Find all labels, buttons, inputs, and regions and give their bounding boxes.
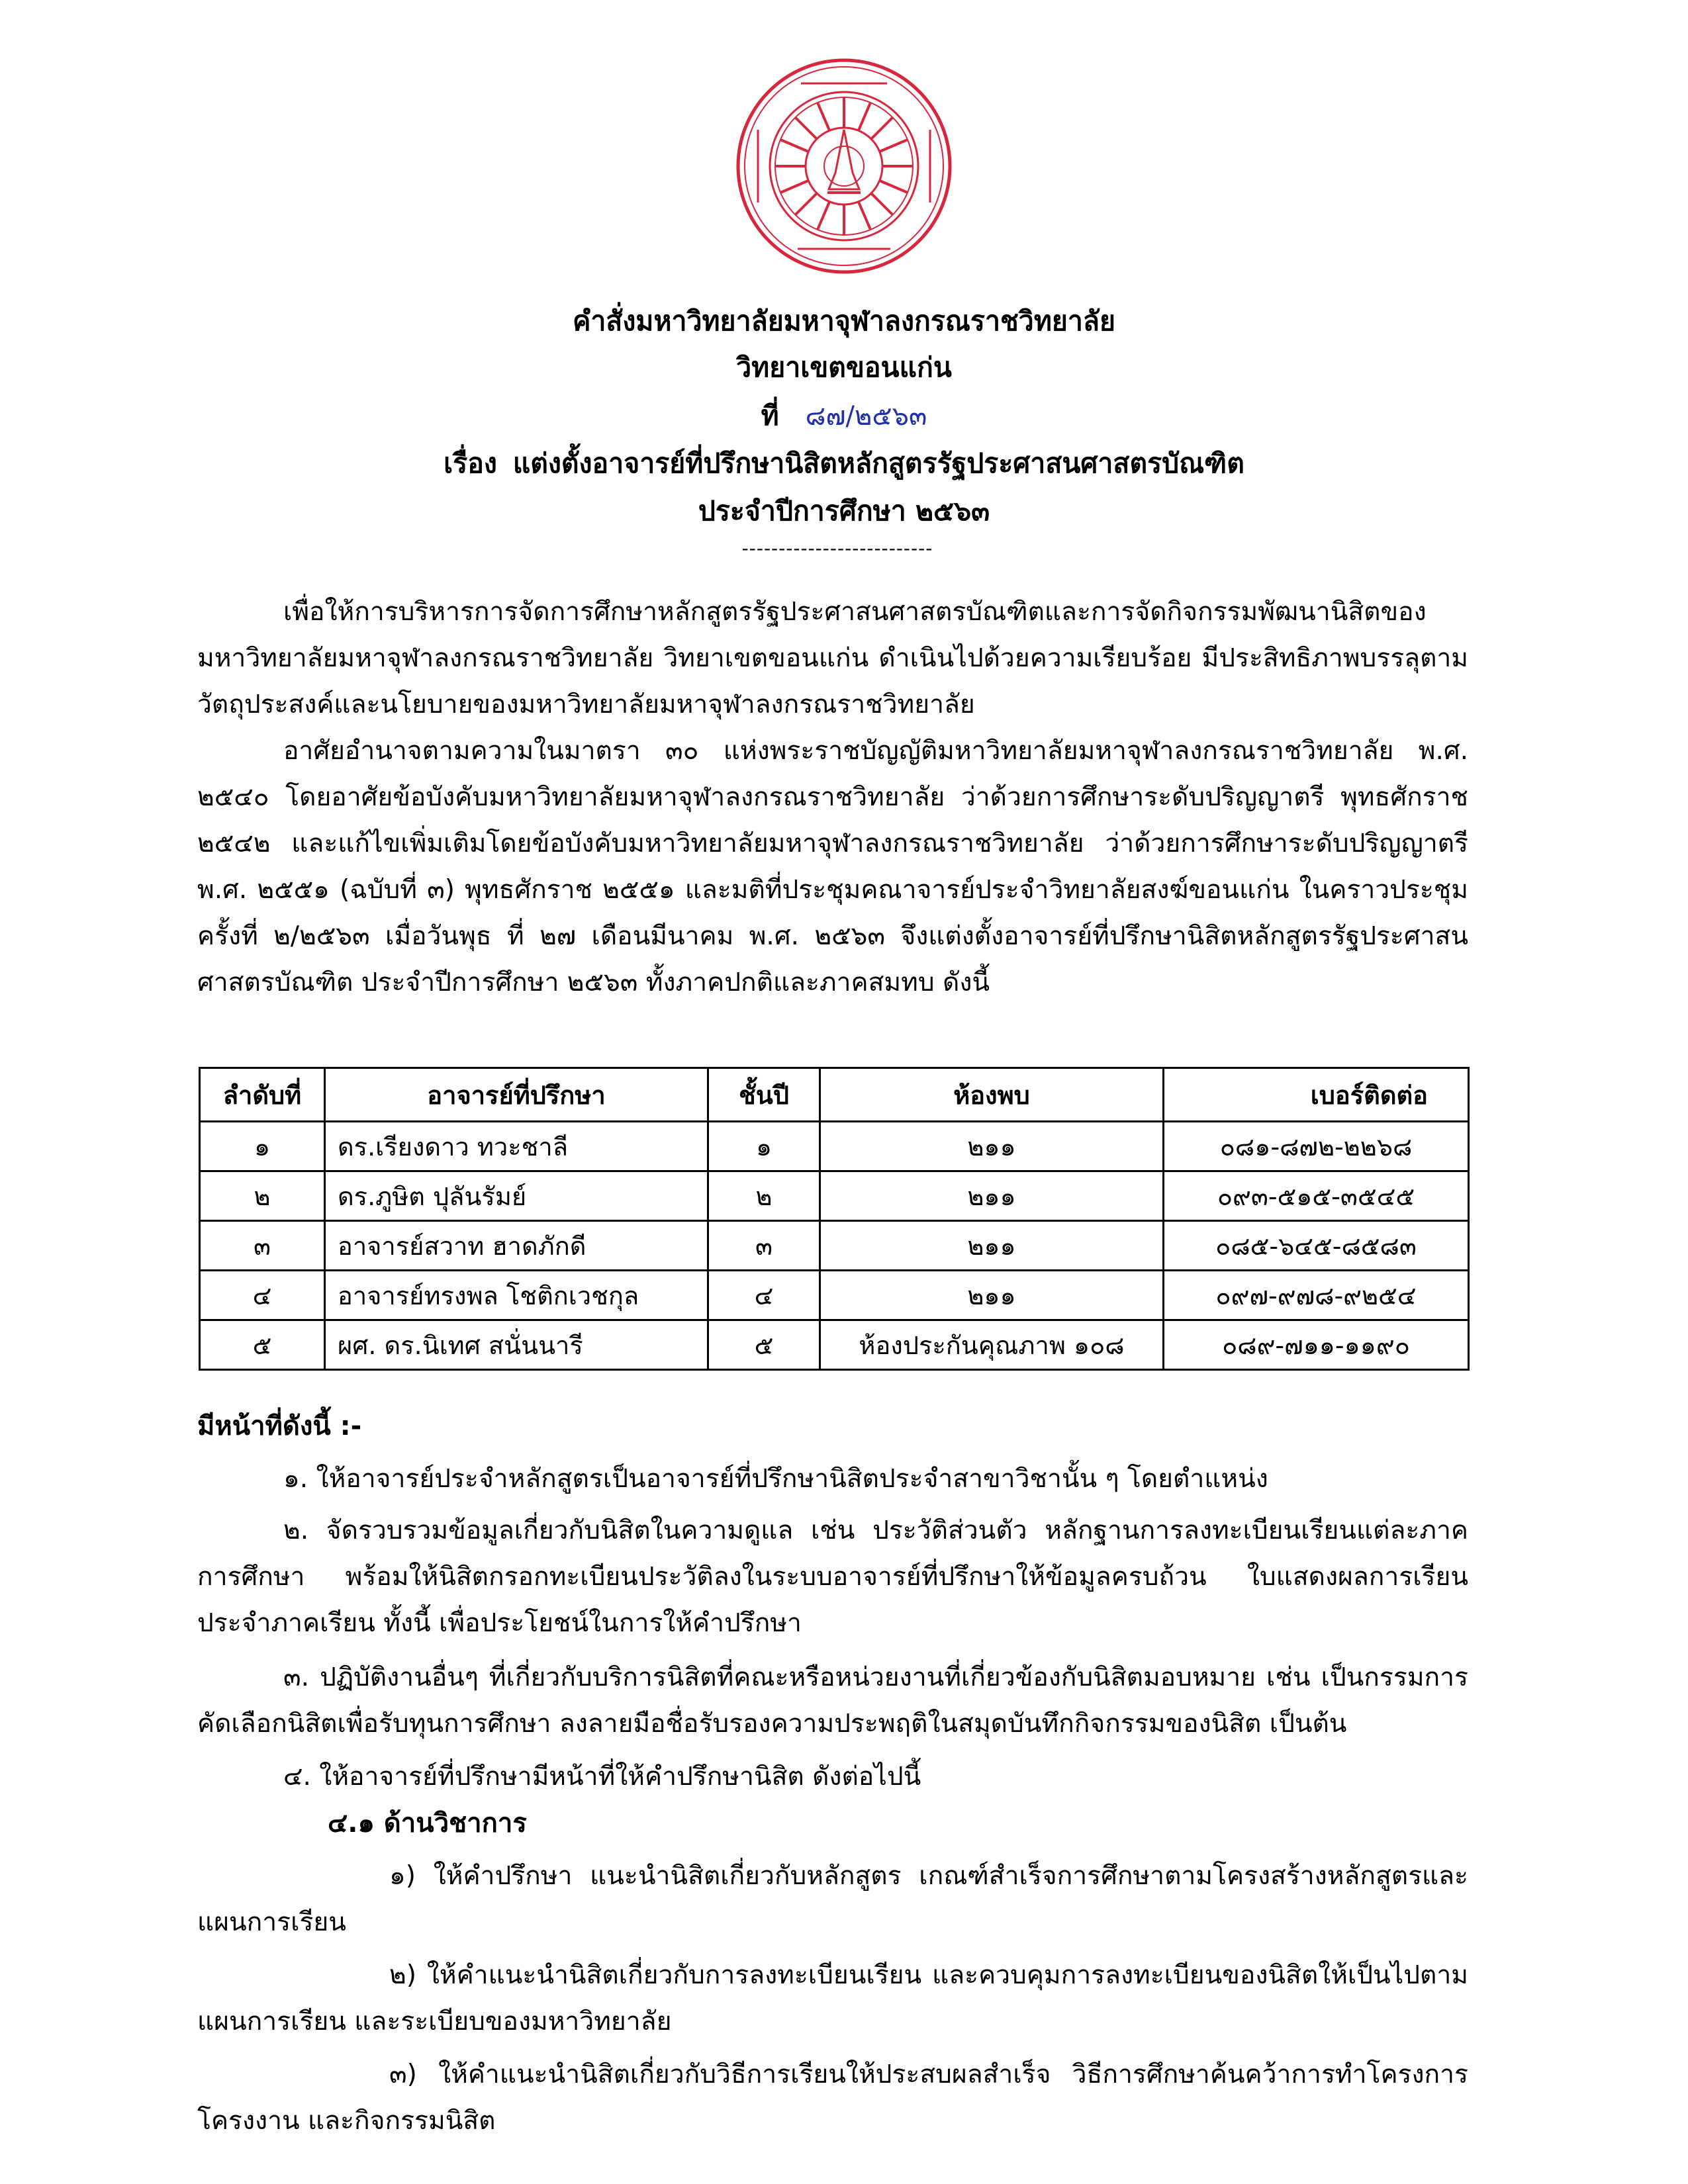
row-room: ๒๑๑	[820, 1271, 1164, 1320]
table-row	[200, 1221, 1469, 1271]
subject-text: แต่งตั้งอาจารย์ที่ปรึกษานิสิตหลักสูตรรัฐประศาสนศาสตรบัณฑิต	[512, 447, 1244, 479]
table-row	[200, 1122, 1469, 1171]
header-room: ห้องพบ	[820, 1068, 1164, 1122]
duty-item-3: ๓. ปฏิบัติงานอื่นๆ ที่เกี่ยวกับบริการนิสิตที่คณะหรือหน่วยงานที่เกี่ยวข้องกับนิสิตมอบหมาย เช่น เป็นกรรมการคัดเลือกนิสิตเพื่อรับทุนการศึกษา ลงลายมือชื่อรับรองความประพฤติในสมุดบันทึกกิจกรรมของนิสิต เป็นต้น	[197, 1662, 1468, 1739]
table-header-row	[200, 1068, 1469, 1122]
header-phone: เบอร์ติดต่อ	[1164, 1068, 1469, 1122]
purpose-paragraph: เพื่อให้การบริหารการจัดการศึกษาหลักสูตรรัฐประศาสนศาสตรบัณฑิตและการจัดกิจกรรมพัฒนานิสิตของมหาวิทยาลัยมหาจุฬาลงกรณราชวิทยาลัย วิทยาเขตขอนแก่น ดำเนินไปด้วยความเรียบร้อย มีประสิทธิภาพบรรลุตามวัตถุประสงค์และนโยบายของมหาวิทยาลัยมหาจุฬาลงกรณราชวิทยาลัย	[197, 597, 1468, 719]
row-room: ๒๑๑	[820, 1122, 1164, 1171]
row-phone: ๐๘๙-๗๑๑-๑๑๙๐	[1164, 1320, 1469, 1370]
row-advisor: ผศ. ดร.นิเทศ สนั่นนารี	[325, 1320, 708, 1370]
table-row	[200, 1320, 1469, 1370]
advisor-table	[199, 1067, 1470, 1371]
row-advisor: อาจารย์ทรงพล โชติกเวชกุล	[325, 1271, 708, 1320]
academic-item-2: ๒) ให้คำแนะนำนิสิตเกี่ยวกับการลงทะเบียนเรียน และควบคุมการลงทะเบียนของนิสิตให้เป็นไปตามแผนการเรียน และระเบียบของมหาวิทยาลัย	[197, 1960, 1468, 2036]
row-phone: ๐๘๑-๘๗๒-๒๒๖๘	[1164, 1122, 1469, 1171]
header-order: ลำดับที่	[200, 1068, 325, 1122]
row-order: ๕	[200, 1320, 325, 1370]
row-room: ๒๑๑	[820, 1171, 1164, 1221]
duty-item-4: ๔. ให้อาจารย์ที่ปรึกษามีหน้าที่ให้คำปรึกษานิสิต ดังต่อไปนี้	[283, 1762, 921, 1792]
row-order: ๔	[200, 1271, 325, 1320]
duty-item-2: ๒. จัดรวบรวมข้อมูลเกี่ยวกับนิสิตในความดูแล เช่น ประวัติส่วนตัว หลักฐานการลงทะเบียนเรียนแต่ละภาคการศึกษา พร้อมให้นิสิตกรอกทะเบียนประวัติลงในระบบอาจารย์ที่ปรึกษาให้ข้อมูลครบถ้วน ใบแสดงผลการเรียนประจำภาคเรียน ทั้งนี้ เพื่อประโยชน์ในการให้คำปรึกษา	[197, 1516, 1468, 1638]
row-order: ๑	[200, 1122, 325, 1171]
table-row	[200, 1171, 1469, 1221]
university-seal	[735, 57, 953, 275]
campus-name: วิทยาเขตขอนแก่น	[736, 351, 952, 383]
university-seal-graphic	[735, 57, 953, 275]
header-year-level: ชั้นปี	[708, 1068, 820, 1122]
duties-heading: มีหน้าที่ดังนี้ :-	[197, 1411, 362, 1441]
row-room: ห้องประกันคุณภาพ ๑๐๘	[820, 1320, 1164, 1370]
row-advisor: ดร.ภูษิต ปุลันรัมย์	[325, 1171, 708, 1221]
row-phone: ๐๙๓-๕๑๕-๓๕๔๕	[1164, 1171, 1469, 1221]
subject-line	[0, 443, 1688, 483]
header-advisor: อาจารย์ที่ปรึกษา	[325, 1068, 708, 1122]
row-room: ๒๑๑	[820, 1221, 1164, 1271]
academic-subheading: ๔.๑ ด้านวิชาการ	[328, 1808, 527, 1839]
row-advisor: อาจารย์สวาท ฮาดภักดี	[325, 1221, 708, 1271]
subject-label: เรื่อง	[444, 447, 497, 479]
order-number-value: ๘๗/๒๕๖๓	[805, 401, 927, 432]
row-year-level: ๕	[708, 1320, 820, 1370]
table-row	[200, 1271, 1469, 1320]
row-order: ๒	[200, 1171, 325, 1221]
order-title: คำสั่งมหาวิทยาลัยมหาจุฬาลงกรณราชวิทยาลัย	[572, 305, 1116, 337]
duty-item-1: ๑. ให้อาจารย์ประจำหลักสูตรเป็นอาจารย์ที่ปรึกษานิสิตประจำสาขาวิชานั้น ๆ โดยตำแหน่ง	[283, 1464, 1268, 1494]
row-year-level: ๔	[708, 1271, 820, 1320]
row-phone: ๐๘๕-๖๔๕-๘๕๘๓	[1164, 1221, 1469, 1271]
academic-item-1: ๑) ให้คำปรึกษา แนะนำนิสิตเกี่ยวกับหลักสูตร เกณฑ์สำเร็จการศึกษาตามโครงสร้างหลักสูตรและแผนการเรียน	[197, 1861, 1468, 1937]
row-advisor: ดร.เรียงดาว ทวะชาลี	[325, 1122, 708, 1171]
row-year-level: ๒	[708, 1171, 820, 1221]
row-phone: ๐๙๗-๙๗๘-๙๒๕๔	[1164, 1271, 1469, 1320]
row-order: ๓	[200, 1221, 325, 1271]
row-year-level: ๑	[708, 1122, 820, 1171]
order-number-line	[0, 396, 1688, 436]
row-year-level: ๓	[708, 1221, 820, 1271]
academic-year-line: ประจำปีการศึกษา ๒๕๖๓	[698, 495, 990, 527]
authority-paragraph: อาศัยอำนาจตามความในมาตรา ๓๐ แห่งพระราชบัญญัติมหาวิทยาลัยมหาจุฬาลงกรณราชวิทยาลัย พ.ศ. ๒๕๔๐ โดยอาศัยข้อบังคับมหาวิทยาลัยมหาจุฬาลงกรณราชวิทยาลัย ว่าด้วยการศึกษาระดับปริญญาตรี พุทธศักราช ๒๕๔๒ และแก้ไขเพิ่มเติมโดยข้อบังคับมหาวิทยาลัยมหาจุฬาลงกรณราชวิทยาลัย ว่าด้วยการศึกษาระดับปริญญาตรี พ.ศ. ๒๕๕๑ (ฉบับที่ ๓) พุทธศักราช ๒๕๕๑ และมติที่ประชุมคณาจารย์ประจำวิทยาลัยสงฆ์ขอนแก่น ในคราวประชุมครั้งที่ ๒/๒๕๖๓ เมื่อวันพุธ ที่ ๒๗ เดือนมีนาคม พ.ศ. ๒๕๖๓ จึงแต่งตั้งอาจารย์ที่ปรึกษานิสิตหลักสูตรรัฐประศาสนศาสตรบัณฑิต ประจำปีการศึกษา ๒๕๖๓ ทั้งภาคปกติและภาคสมทบ ดังนี้	[197, 736, 1468, 997]
academic-item-3: ๓) ให้คำแนะนำนิสิตเกี่ยวกับวิธีการเรียนให้ประสบผลสำเร็จ วิธีการศึกษาค้นคว้าการทำโครงการ โครงงาน และกิจกรรมนิสิต	[197, 2060, 1468, 2136]
header-separator: --------------------------	[741, 537, 933, 559]
order-number-label: ที่	[761, 400, 779, 432]
